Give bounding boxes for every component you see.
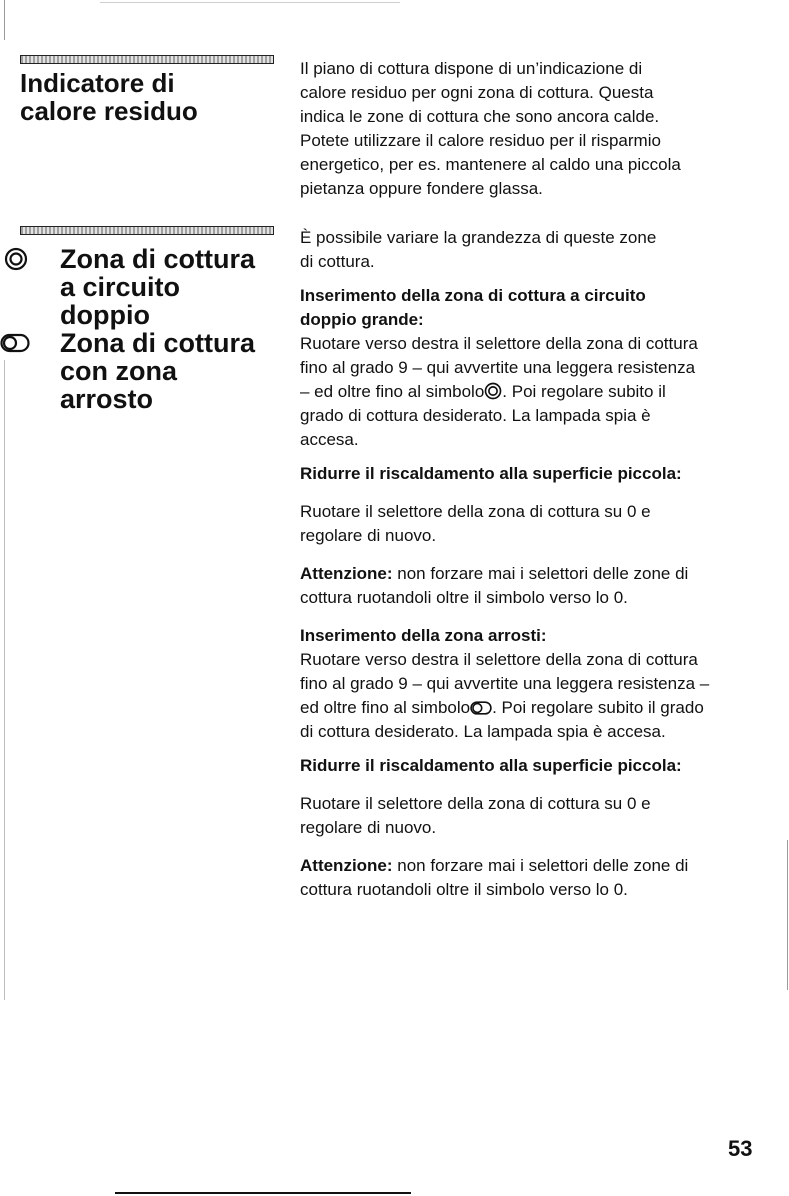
- text-run: – ed oltre fino al simbolo: [300, 382, 485, 401]
- text-run: non forzare mai i selettori delle zone di: [392, 856, 689, 875]
- heading-line: Zona di cottura: [60, 244, 255, 274]
- warning-label: Attenzione:: [300, 856, 393, 875]
- subheading-reduce: Ridurre il riscaldamento alla superficie piccola:: [300, 464, 682, 483]
- section-cooking-zones-heading: [20, 226, 274, 413]
- body-line: Ruotare verso destra il selettore della zona di cottura: [300, 334, 698, 353]
- body-line: pietanza oppure fondere glassa.: [300, 179, 543, 198]
- text-run: ed oltre fino al simbolo: [300, 698, 471, 717]
- body-line: Ruotare il selettore della zona di cottura su 0 e: [300, 794, 651, 813]
- text-run: . Poi regolare subito il grado: [492, 698, 704, 717]
- body-line: regolare di nuovo.: [300, 526, 437, 545]
- residual-heat-body: [300, 57, 762, 201]
- heading-residual-heat: [20, 69, 274, 125]
- subheading-reduce: Ridurre il riscaldamento alla superficie piccola:: [300, 756, 682, 775]
- subheading-roasting-zone: Inserimento della zona arrosti:: [300, 626, 547, 645]
- body-line: di cottura desiderato. La lampada spia è accesa.: [300, 722, 666, 741]
- page-number: 53: [728, 1136, 753, 1161]
- subheading-dual-circuit: Inserimento della zona di cottura a circuito: [300, 286, 646, 305]
- warning-line: [300, 562, 762, 586]
- body-line: Potete utilizzare il calore residuo per il risparmio: [300, 131, 661, 150]
- subheading-dual-circuit: doppio grande:: [300, 310, 424, 329]
- body-line: energetico, per es. mantenere al caldo una piccola: [300, 155, 681, 174]
- body-line: calore residuo per ogni zona di cottura. Questa: [300, 83, 654, 102]
- body-line: Ruotare verso destra il selettore della zona di cottura: [300, 650, 698, 669]
- body-line: cottura ruotandoli oltre il simbolo verso lo 0.: [300, 588, 628, 607]
- body-line: cottura ruotandoli oltre il simbolo verso lo 0.: [300, 880, 628, 899]
- body-line: fino al grado 9 – qui avvertite una leggera resistenza: [300, 358, 696, 377]
- warning-line: [300, 854, 762, 878]
- body-line: Il piano di cottura dispone di un’indicazione di: [300, 59, 643, 78]
- body-line: di cottura.: [300, 252, 375, 271]
- top-rule: [100, 2, 400, 3]
- body-line: fino al grado 9 – qui avvertite una leggera resistenza –: [300, 674, 710, 693]
- body-line: Ruotare il selettore della zona di cottura su 0 e: [300, 502, 651, 521]
- bottom-rule: [115, 1192, 411, 1194]
- text-run: . Poi regolare subito il: [502, 382, 666, 401]
- oval-ring-icon: [470, 700, 492, 716]
- heading-line: con zona: [60, 356, 178, 386]
- text-run: non forzare mai i selettori delle zone di: [392, 564, 689, 583]
- oval-ring-icon: [0, 333, 30, 353]
- scan-edge-left: [4, 0, 5, 40]
- body-line: [300, 696, 762, 720]
- heading-dual-circuit: [20, 245, 274, 329]
- heading-line: doppio: [60, 300, 150, 330]
- double-ring-icon: [4, 247, 28, 271]
- body-line: indica le zone di cottura che sono ancora calde.: [300, 107, 660, 126]
- body-line: regolare di nuovo.: [300, 818, 437, 837]
- heading-line: a circuito: [60, 272, 181, 302]
- scan-edge-left-lower: [4, 360, 5, 1000]
- section-bar: [20, 226, 274, 235]
- warning-label: Attenzione:: [300, 564, 393, 583]
- heading-line: calore residuo: [20, 96, 198, 126]
- body-line: [300, 380, 762, 404]
- cooking-zones-body: [300, 226, 762, 902]
- heading-line: Zona di cottura: [60, 328, 255, 358]
- heading-roasting-zone: [20, 329, 274, 413]
- double-ring-icon: [484, 382, 502, 400]
- heading-line: Indicatore di: [20, 68, 175, 98]
- body-line: accesa.: [300, 430, 359, 449]
- body-line: È possibile variare la grandezza di queste zone: [300, 228, 657, 247]
- section-bar: [20, 55, 274, 64]
- section-residual-heat-heading: [20, 55, 274, 125]
- heading-line: arrosto: [60, 384, 154, 414]
- scan-edge-right: [787, 840, 788, 990]
- body-line: grado di cottura desiderato. La lampada spia è: [300, 406, 651, 425]
